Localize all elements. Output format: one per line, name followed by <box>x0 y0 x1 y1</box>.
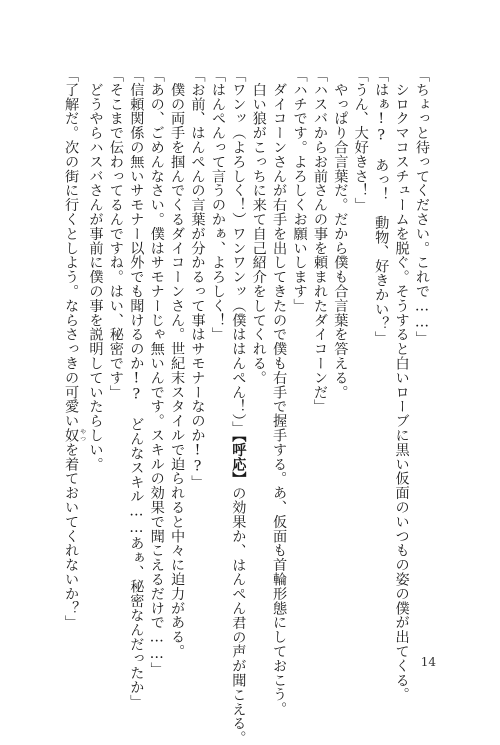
text-line-2: シロクマコスチュームを脱ぐ。そうすると白いローブに黒い仮面のいつもの姿の僕が出てくる。 <box>393 68 410 702</box>
text-line-3: 「はぁ!? あっ！ 動物、好きかい？」 <box>373 68 390 346</box>
text-line-4: 「うん、大好きさ！」 <box>352 68 369 212</box>
text-line-9-a: 白い狼がこっちに来て自己紹介をしてくれる。 <box>250 68 267 385</box>
skill-term: 【呼応】 <box>230 435 247 486</box>
text-line-8: ダイコーンさんが右手を出してきたので僕も右手で握手する。あ、仮面も首輪形態にしておこう。 <box>271 68 288 716</box>
text-line-17: どうやらハスバさんが事前に僕の事を説明していたらしい。 <box>87 68 104 472</box>
ruby-reading: やつ <box>78 428 86 443</box>
ruby-word: 奴 やつ <box>63 428 86 443</box>
text-line-12: 「お前、はんぺんの言葉が分かるって事はサモナーなのか!?」 <box>189 68 206 490</box>
text-line-13: 僕の両手を掴んでくるダイコーンさん。世紀末スタイルで迫られると中々に迫力がある。 <box>169 68 186 659</box>
text-line-9 <box>248 68 268 628</box>
text-line-11: 「はんぺんって言うのかぁ、よろしく！」 <box>209 68 226 342</box>
text-line-10-b: の効果か、はんぺん君の声が聞こえる。 <box>230 485 247 745</box>
text-line-10-a: 「ワンッ（よろしく！）ワンワンッ（僕ははんぺん！）」 <box>230 68 247 436</box>
text-line-5: やっぱり合言葉だ。だから僕も合言葉を答える。 <box>332 68 349 400</box>
text-line-16: 「そこまで伝わってるんですね。はい、秘密です」 <box>107 68 124 400</box>
text-line-6: 「ハスバからお前さんの事を頼まれたダイコーンだ」 <box>311 68 328 414</box>
text-line-15: 「信頼関係の無いサモナー以外でも聞けるのか!? どんなスキル……あぁ、秘密なんだったか」 <box>128 68 145 709</box>
page-number: 14 <box>420 655 436 669</box>
text-line-18: 「了解だ。次の街に行くとしよう。ならさっきの可愛い奴 やつを着ておいてくれないか？」 <box>63 68 86 630</box>
text-line-10 <box>228 68 248 745</box>
text-line-14: 「あの、ごめんなさい。僕はサモナーじゃ無いんです。スキルの効果で聞こえるだけで……」 <box>148 68 165 677</box>
text-line-7: 「ハチです。よろしくお願いします」 <box>291 68 308 313</box>
text-line-1: 「ちょっと待ってください。これで……」 <box>414 68 430 346</box>
